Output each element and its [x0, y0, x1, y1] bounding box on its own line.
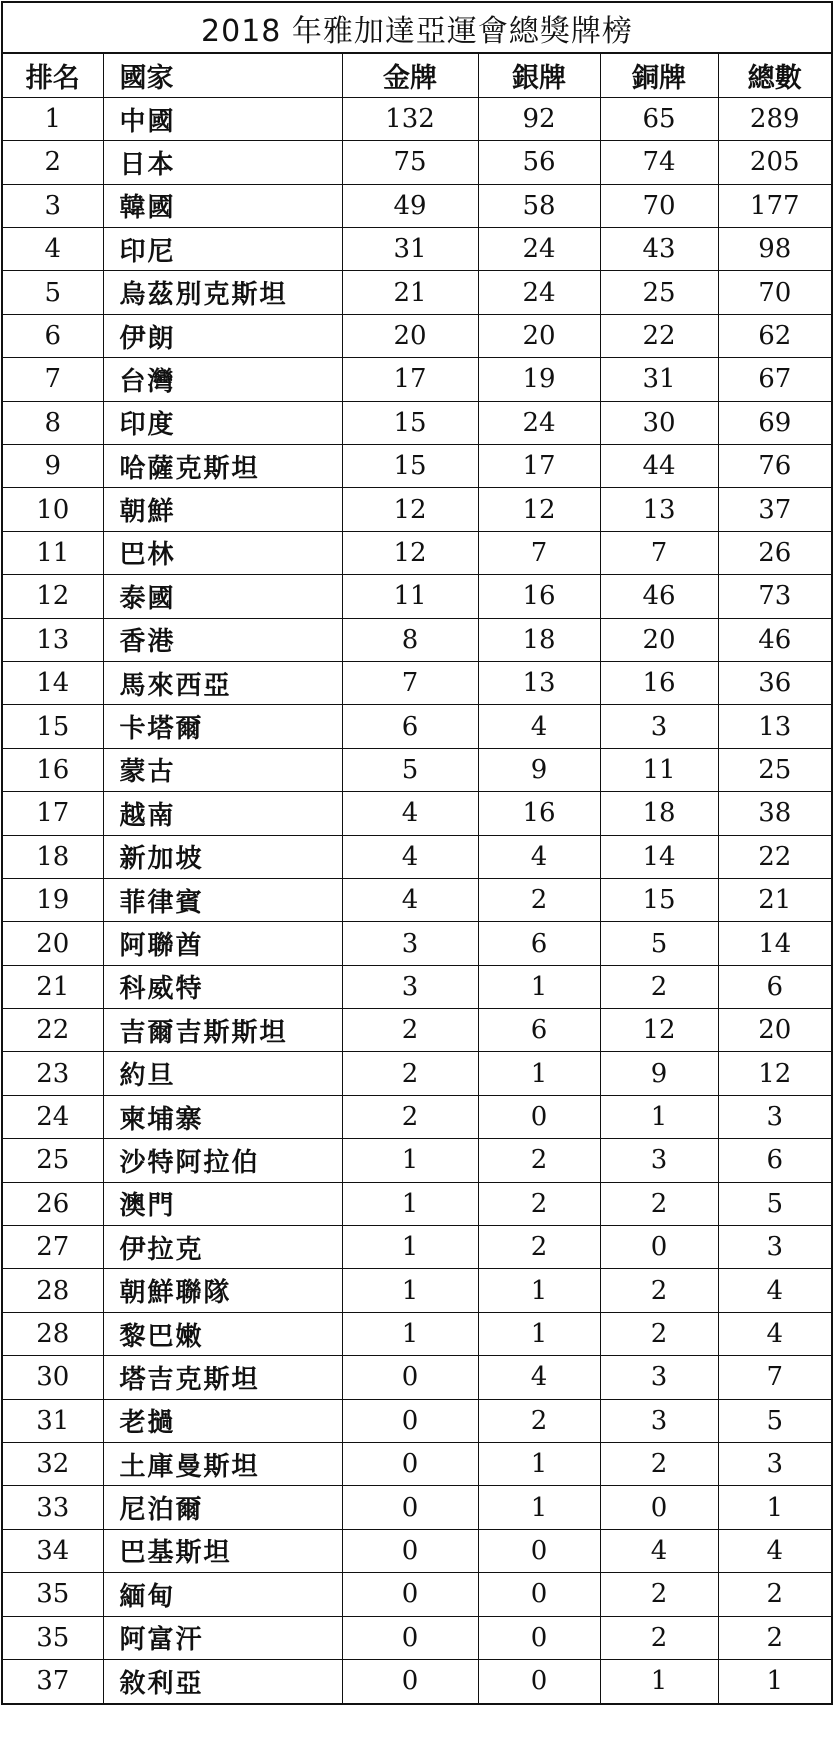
cell-bronze: 3 — [600, 1399, 718, 1442]
cell-country: 伊朗 — [103, 314, 342, 357]
cell-country: 泰國 — [103, 575, 342, 618]
cell-rank: 9 — [3, 445, 103, 488]
cell-rank: 3 — [3, 184, 103, 227]
cell-bronze: 65 — [600, 97, 718, 140]
cell-bronze: 2 — [600, 1312, 718, 1355]
cell-rank: 15 — [3, 705, 103, 748]
cell-total: 62 — [718, 314, 831, 357]
cell-total: 22 — [718, 835, 831, 878]
table-row — [3, 618, 831, 661]
cell-silver: 2 — [478, 1182, 600, 1225]
table-row — [3, 445, 831, 488]
cell-rank: 10 — [3, 488, 103, 531]
cell-total: 12 — [718, 1052, 831, 1095]
cell-gold: 17 — [342, 358, 478, 401]
cell-total: 21 — [718, 878, 831, 921]
cell-rank: 20 — [3, 922, 103, 965]
cell-gold: 2 — [342, 1095, 478, 1138]
cell-country: 朝鮮聯隊 — [103, 1269, 342, 1312]
cell-silver: 24 — [478, 228, 600, 271]
cell-country: 蒙古 — [103, 748, 342, 791]
cell-country: 阿富汗 — [103, 1616, 342, 1659]
cell-silver: 1 — [478, 1269, 600, 1312]
cell-country: 印尼 — [103, 228, 342, 271]
cell-silver: 24 — [478, 401, 600, 444]
cell-total: 46 — [718, 618, 831, 661]
cell-country: 土庫曼斯坦 — [103, 1443, 342, 1486]
cell-gold: 0 — [342, 1399, 478, 1442]
cell-rank: 32 — [3, 1443, 103, 1486]
cell-silver: 56 — [478, 141, 600, 184]
cell-bronze: 2 — [600, 1443, 718, 1486]
cell-total: 3 — [718, 1095, 831, 1138]
cell-silver: 1 — [478, 1486, 600, 1529]
table-row — [3, 1095, 831, 1138]
cell-rank: 11 — [3, 531, 103, 574]
cell-gold: 11 — [342, 575, 478, 618]
table-row — [3, 922, 831, 965]
cell-bronze: 14 — [600, 835, 718, 878]
cell-silver: 0 — [478, 1616, 600, 1659]
cell-country: 卡塔爾 — [103, 705, 342, 748]
cell-country: 澳門 — [103, 1182, 342, 1225]
cell-bronze: 2 — [600, 1182, 718, 1225]
cell-bronze: 74 — [600, 141, 718, 184]
cell-silver: 4 — [478, 705, 600, 748]
cell-country: 日本 — [103, 141, 342, 184]
cell-country: 新加坡 — [103, 835, 342, 878]
table-row — [3, 1616, 831, 1659]
table-row — [3, 792, 831, 835]
cell-gold: 1 — [342, 1312, 478, 1355]
header-rank: 排名 — [3, 54, 103, 97]
cell-total: 3 — [718, 1443, 831, 1486]
cell-total: 6 — [718, 965, 831, 1008]
cell-silver: 17 — [478, 445, 600, 488]
cell-silver: 19 — [478, 358, 600, 401]
cell-silver: 16 — [478, 575, 600, 618]
cell-total: 38 — [718, 792, 831, 835]
cell-country: 黎巴嫩 — [103, 1312, 342, 1355]
cell-total: 67 — [718, 358, 831, 401]
cell-bronze: 2 — [600, 1616, 718, 1659]
cell-gold: 6 — [342, 705, 478, 748]
cell-rank: 35 — [3, 1573, 103, 1616]
cell-gold: 31 — [342, 228, 478, 271]
cell-silver: 24 — [478, 271, 600, 314]
table-row — [3, 661, 831, 704]
cell-gold: 2 — [342, 1009, 478, 1052]
cell-gold: 75 — [342, 141, 478, 184]
cell-gold: 3 — [342, 965, 478, 1008]
cell-bronze: 18 — [600, 792, 718, 835]
cell-rank: 13 — [3, 618, 103, 661]
table-row — [3, 748, 831, 791]
cell-country: 哈薩克斯坦 — [103, 445, 342, 488]
cell-country: 老撾 — [103, 1399, 342, 1442]
cell-bronze: 46 — [600, 575, 718, 618]
cell-bronze: 0 — [600, 1226, 718, 1269]
table-row — [3, 1399, 831, 1442]
cell-bronze: 12 — [600, 1009, 718, 1052]
cell-bronze: 3 — [600, 1139, 718, 1182]
cell-country: 吉爾吉斯斯坦 — [103, 1009, 342, 1052]
cell-total: 70 — [718, 271, 831, 314]
table-row — [3, 1182, 831, 1225]
header-bronze: 銅牌 — [600, 54, 718, 97]
table-row — [3, 488, 831, 531]
table-row — [3, 1573, 831, 1616]
table-row — [3, 141, 831, 184]
cell-rank: 24 — [3, 1095, 103, 1138]
cell-country: 緬甸 — [103, 1573, 342, 1616]
cell-bronze: 3 — [600, 1356, 718, 1399]
cell-silver: 0 — [478, 1529, 600, 1572]
cell-gold: 0 — [342, 1529, 478, 1572]
cell-rank: 19 — [3, 878, 103, 921]
cell-bronze: 5 — [600, 922, 718, 965]
table-row — [3, 1312, 831, 1355]
cell-rank: 8 — [3, 401, 103, 444]
cell-bronze: 2 — [600, 1573, 718, 1616]
cell-total: 205 — [718, 141, 831, 184]
table-row — [3, 401, 831, 444]
cell-total: 5 — [718, 1182, 831, 1225]
cell-gold: 4 — [342, 878, 478, 921]
cell-total: 69 — [718, 401, 831, 444]
header-country: 國家 — [103, 54, 342, 97]
table-title: 2018 年雅加達亞運會總獎牌榜 — [3, 3, 831, 54]
cell-silver: 2 — [478, 1226, 600, 1269]
cell-total: 26 — [718, 531, 831, 574]
cell-bronze: 3 — [600, 705, 718, 748]
cell-bronze: 4 — [600, 1529, 718, 1572]
cell-silver: 16 — [478, 792, 600, 835]
cell-rank: 35 — [3, 1616, 103, 1659]
cell-bronze: 2 — [600, 965, 718, 1008]
cell-bronze: 1 — [600, 1659, 718, 1702]
cell-bronze: 1 — [600, 1095, 718, 1138]
cell-rank: 21 — [3, 965, 103, 1008]
header-gold: 金牌 — [342, 54, 478, 97]
cell-rank: 31 — [3, 1399, 103, 1442]
cell-total: 1 — [718, 1486, 831, 1529]
cell-bronze: 25 — [600, 271, 718, 314]
cell-rank: 25 — [3, 1139, 103, 1182]
cell-rank: 17 — [3, 792, 103, 835]
cell-gold: 0 — [342, 1356, 478, 1399]
cell-bronze: 0 — [600, 1486, 718, 1529]
medal-table-sheet — [1, 1, 833, 1705]
cell-silver: 0 — [478, 1659, 600, 1702]
cell-rank: 22 — [3, 1009, 103, 1052]
cell-gold: 4 — [342, 835, 478, 878]
cell-total: 6 — [718, 1139, 831, 1182]
cell-rank: 12 — [3, 575, 103, 618]
table-row — [3, 878, 831, 921]
table-row — [3, 358, 831, 401]
cell-total: 7 — [718, 1356, 831, 1399]
cell-gold: 0 — [342, 1573, 478, 1616]
cell-gold: 3 — [342, 922, 478, 965]
cell-total: 14 — [718, 922, 831, 965]
cell-rank: 7 — [3, 358, 103, 401]
cell-silver: 1 — [478, 1312, 600, 1355]
table-row — [3, 314, 831, 357]
cell-rank: 37 — [3, 1659, 103, 1702]
cell-bronze: 2 — [600, 1269, 718, 1312]
table-row — [3, 97, 831, 140]
cell-silver: 2 — [478, 878, 600, 921]
cell-gold: 1 — [342, 1139, 478, 1182]
cell-gold: 1 — [342, 1182, 478, 1225]
table-row — [3, 228, 831, 271]
table-body — [3, 97, 831, 1702]
cell-gold: 49 — [342, 184, 478, 227]
cell-country: 巴基斯坦 — [103, 1529, 342, 1572]
cell-rank: 14 — [3, 661, 103, 704]
cell-country: 伊拉克 — [103, 1226, 342, 1269]
cell-country: 尼泊爾 — [103, 1486, 342, 1529]
cell-gold: 0 — [342, 1443, 478, 1486]
cell-gold: 2 — [342, 1052, 478, 1095]
header-total: 總數 — [718, 54, 831, 97]
cell-bronze: 30 — [600, 401, 718, 444]
cell-total: 98 — [718, 228, 831, 271]
cell-silver: 20 — [478, 314, 600, 357]
cell-total: 13 — [718, 705, 831, 748]
cell-country: 菲律賓 — [103, 878, 342, 921]
table-row — [3, 1269, 831, 1312]
table-row — [3, 1139, 831, 1182]
cell-silver: 2 — [478, 1139, 600, 1182]
cell-silver: 4 — [478, 1356, 600, 1399]
cell-bronze: 7 — [600, 531, 718, 574]
table-row — [3, 1009, 831, 1052]
cell-silver: 7 — [478, 531, 600, 574]
cell-silver: 9 — [478, 748, 600, 791]
cell-total: 4 — [718, 1269, 831, 1312]
table-row — [3, 575, 831, 618]
table-row — [3, 1659, 831, 1702]
cell-gold: 12 — [342, 488, 478, 531]
cell-rank: 23 — [3, 1052, 103, 1095]
cell-country: 巴林 — [103, 531, 342, 574]
cell-gold: 15 — [342, 445, 478, 488]
cell-total: 20 — [718, 1009, 831, 1052]
cell-bronze: 44 — [600, 445, 718, 488]
cell-rank: 28 — [3, 1312, 103, 1355]
cell-country: 香港 — [103, 618, 342, 661]
cell-gold: 1 — [342, 1269, 478, 1312]
cell-bronze: 16 — [600, 661, 718, 704]
cell-country: 韓國 — [103, 184, 342, 227]
cell-bronze: 31 — [600, 358, 718, 401]
cell-rank: 16 — [3, 748, 103, 791]
cell-total: 2 — [718, 1573, 831, 1616]
cell-silver: 1 — [478, 1052, 600, 1095]
cell-silver: 1 — [478, 1443, 600, 1486]
cell-silver: 6 — [478, 1009, 600, 1052]
cell-gold: 20 — [342, 314, 478, 357]
table-row — [3, 1443, 831, 1486]
cell-rank: 28 — [3, 1269, 103, 1312]
cell-country: 科威特 — [103, 965, 342, 1008]
cell-total: 5 — [718, 1399, 831, 1442]
cell-gold: 1 — [342, 1226, 478, 1269]
table-row — [3, 1486, 831, 1529]
cell-bronze: 22 — [600, 314, 718, 357]
cell-gold: 0 — [342, 1659, 478, 1702]
cell-gold: 0 — [342, 1616, 478, 1659]
cell-silver: 92 — [478, 97, 600, 140]
cell-silver: 18 — [478, 618, 600, 661]
cell-rank: 6 — [3, 314, 103, 357]
cell-total: 37 — [718, 488, 831, 531]
cell-bronze: 43 — [600, 228, 718, 271]
table-row — [3, 965, 831, 1008]
cell-bronze: 20 — [600, 618, 718, 661]
cell-total: 2 — [718, 1616, 831, 1659]
cell-bronze: 9 — [600, 1052, 718, 1095]
cell-total: 177 — [718, 184, 831, 227]
table-row — [3, 1052, 831, 1095]
cell-country: 烏茲別克斯坦 — [103, 271, 342, 314]
cell-silver: 58 — [478, 184, 600, 227]
cell-gold: 12 — [342, 531, 478, 574]
cell-total: 1 — [718, 1659, 831, 1702]
cell-gold: 0 — [342, 1486, 478, 1529]
cell-total: 289 — [718, 97, 831, 140]
cell-silver: 0 — [478, 1095, 600, 1138]
cell-country: 中國 — [103, 97, 342, 140]
cell-gold: 8 — [342, 618, 478, 661]
cell-rank: 30 — [3, 1356, 103, 1399]
cell-total: 4 — [718, 1529, 831, 1572]
cell-silver: 1 — [478, 965, 600, 1008]
cell-rank: 18 — [3, 835, 103, 878]
cell-country: 越南 — [103, 792, 342, 835]
cell-country: 阿聯酋 — [103, 922, 342, 965]
cell-bronze: 11 — [600, 748, 718, 791]
cell-rank: 33 — [3, 1486, 103, 1529]
cell-gold: 5 — [342, 748, 478, 791]
cell-country: 柬埔寨 — [103, 1095, 342, 1138]
cell-gold: 132 — [342, 97, 478, 140]
header-silver: 銀牌 — [478, 54, 600, 97]
cell-silver: 0 — [478, 1573, 600, 1616]
cell-country: 塔吉克斯坦 — [103, 1356, 342, 1399]
table-row — [3, 705, 831, 748]
cell-total: 73 — [718, 575, 831, 618]
cell-gold: 15 — [342, 401, 478, 444]
cell-country: 沙特阿拉伯 — [103, 1139, 342, 1182]
cell-country: 朝鮮 — [103, 488, 342, 531]
table-row — [3, 1529, 831, 1572]
cell-silver: 2 — [478, 1399, 600, 1442]
cell-silver: 6 — [478, 922, 600, 965]
cell-rank: 4 — [3, 228, 103, 271]
cell-country: 台灣 — [103, 358, 342, 401]
table-row — [3, 1226, 831, 1269]
cell-silver: 12 — [478, 488, 600, 531]
cell-gold: 4 — [342, 792, 478, 835]
cell-country: 敘利亞 — [103, 1659, 342, 1702]
cell-rank: 1 — [3, 97, 103, 140]
cell-bronze: 15 — [600, 878, 718, 921]
cell-total: 3 — [718, 1226, 831, 1269]
cell-silver: 13 — [478, 661, 600, 704]
table-row — [3, 271, 831, 314]
cell-total: 4 — [718, 1312, 831, 1355]
cell-rank: 2 — [3, 141, 103, 184]
table-row — [3, 1356, 831, 1399]
table-row — [3, 184, 831, 227]
cell-rank: 5 — [3, 271, 103, 314]
cell-total: 76 — [718, 445, 831, 488]
cell-rank: 26 — [3, 1182, 103, 1225]
table-row — [3, 531, 831, 574]
cell-total: 36 — [718, 661, 831, 704]
medal-table — [3, 54, 831, 1703]
cell-country: 印度 — [103, 401, 342, 444]
cell-country: 馬來西亞 — [103, 661, 342, 704]
cell-bronze: 13 — [600, 488, 718, 531]
cell-country: 約旦 — [103, 1052, 342, 1095]
cell-bronze: 70 — [600, 184, 718, 227]
cell-total: 25 — [718, 748, 831, 791]
cell-silver: 4 — [478, 835, 600, 878]
cell-rank: 34 — [3, 1529, 103, 1572]
cell-rank: 27 — [3, 1226, 103, 1269]
table-row — [3, 835, 831, 878]
header-row — [3, 54, 831, 97]
cell-gold: 7 — [342, 661, 478, 704]
cell-gold: 21 — [342, 271, 478, 314]
